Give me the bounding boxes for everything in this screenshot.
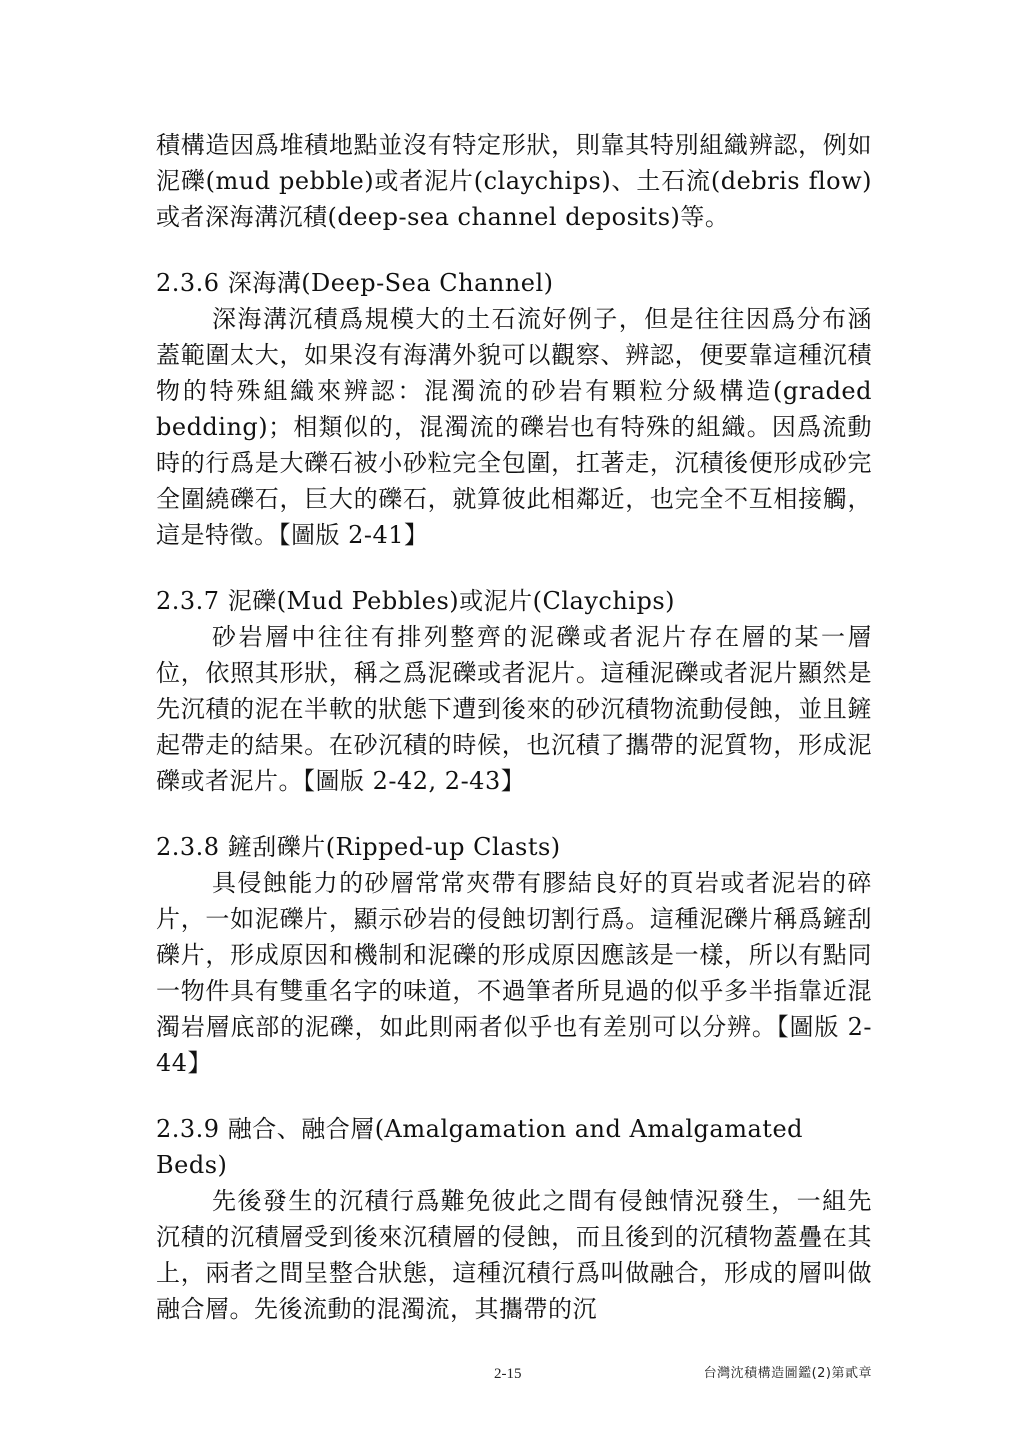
- section-heading: 2.3.9 融合、融合層(Amalgamation and Amalgamated Beds): [156, 1115, 804, 1179]
- intro-paragraph: 積構造因爲堆積地點並沒有特定形狀，則靠其特別組織辨認，例如泥礫(mud pebble)或者泥片(claychips)、土石流(debris flow)或者深海溝沉積(deep-sea channel deposits)等。: [156, 131, 872, 231]
- section-body: 砂岩層中往往有排列整齊的泥礫或者泥片存在層的某一層位，依照其形狀，稱之爲泥礫或者泥片。這種泥礫或者泥片顯然是先沉積的泥在半軟的狀態下遭到後來的砂沉積物流動侵蝕，並且鏟起帶走的結果。在砂沉積的時候，也沉積了攜帶的泥質物，形成泥礫或者泥片。【圖版 2-42, 2-43】: [156, 623, 872, 795]
- section-gap: [156, 235, 872, 265]
- section-gap: [156, 1081, 872, 1111]
- section-heading: 2.3.6 深海溝(Deep-Sea Channel): [156, 269, 554, 297]
- section-heading: 2.3.8 鏟刮礫片(Ripped-up Clasts): [156, 833, 561, 861]
- page-number: 2-15: [494, 1366, 522, 1382]
- section-body: 深海溝沉積爲規模大的土石流好例子，但是往往因爲分布涵蓋範圍太大，如果沒有海溝外貌可以觀察、辨認，便要靠這種沉積物的特殊組織來辨認：混濁流的砂岩有顆粒分級構造(graded bedding)；相類似的，混濁流的礫岩也有特殊的組織。因爲流動時的行爲是大礫石被小砂粒完全包圍，扛著走，沉積後便形成砂完全圍繞礫石，巨大的礫石，就算彼此相鄰近，也完全不互相接觸，這是特徵。【圖版 2-41】: [156, 305, 872, 549]
- section-body: 具侵蝕能力的砂層常常夾帶有膠結良好的頁岩或者泥岩的碎片，一如泥礫片，顯示砂岩的侵蝕切割行爲。這種泥礫片稱爲鏟刮礫片，形成原因和機制和泥礫的形成原因應該是一樣，所以有點同一物件具有雙重名字的味道，不過筆者所見過的似乎多半指靠近混濁岩層底部的泥礫，如此則兩者似乎也有差別可以分辨。【圖版 2-44】: [156, 869, 872, 1077]
- section-gap: [156, 799, 872, 829]
- section-mud-pebbles: [156, 583, 872, 799]
- page-body: [156, 127, 872, 1327]
- section-heading: 2.3.7 泥礫(Mud Pebbles)或泥片(Claychips): [156, 587, 676, 615]
- section-gap: [156, 553, 872, 583]
- section-amalgamation: [156, 1111, 872, 1327]
- section-deep-sea-channel: [156, 265, 872, 553]
- section-ripped-up-clasts: [156, 829, 872, 1081]
- section-body: 先後發生的沉積行爲難免彼此之間有侵蝕情況發生，一組先沉積的沉積層受到後來沉積層的侵蝕，而且後到的沉積物蓋疊在其上，兩者之間呈整合狀態，這種沉積行爲叫做融合，形成的層叫做融合層。先後流動的混濁流，其攜帶的沉: [156, 1187, 872, 1323]
- running-footer-title: 台灣沈積構造圖鑑(2)第貳章: [703, 1366, 872, 1381]
